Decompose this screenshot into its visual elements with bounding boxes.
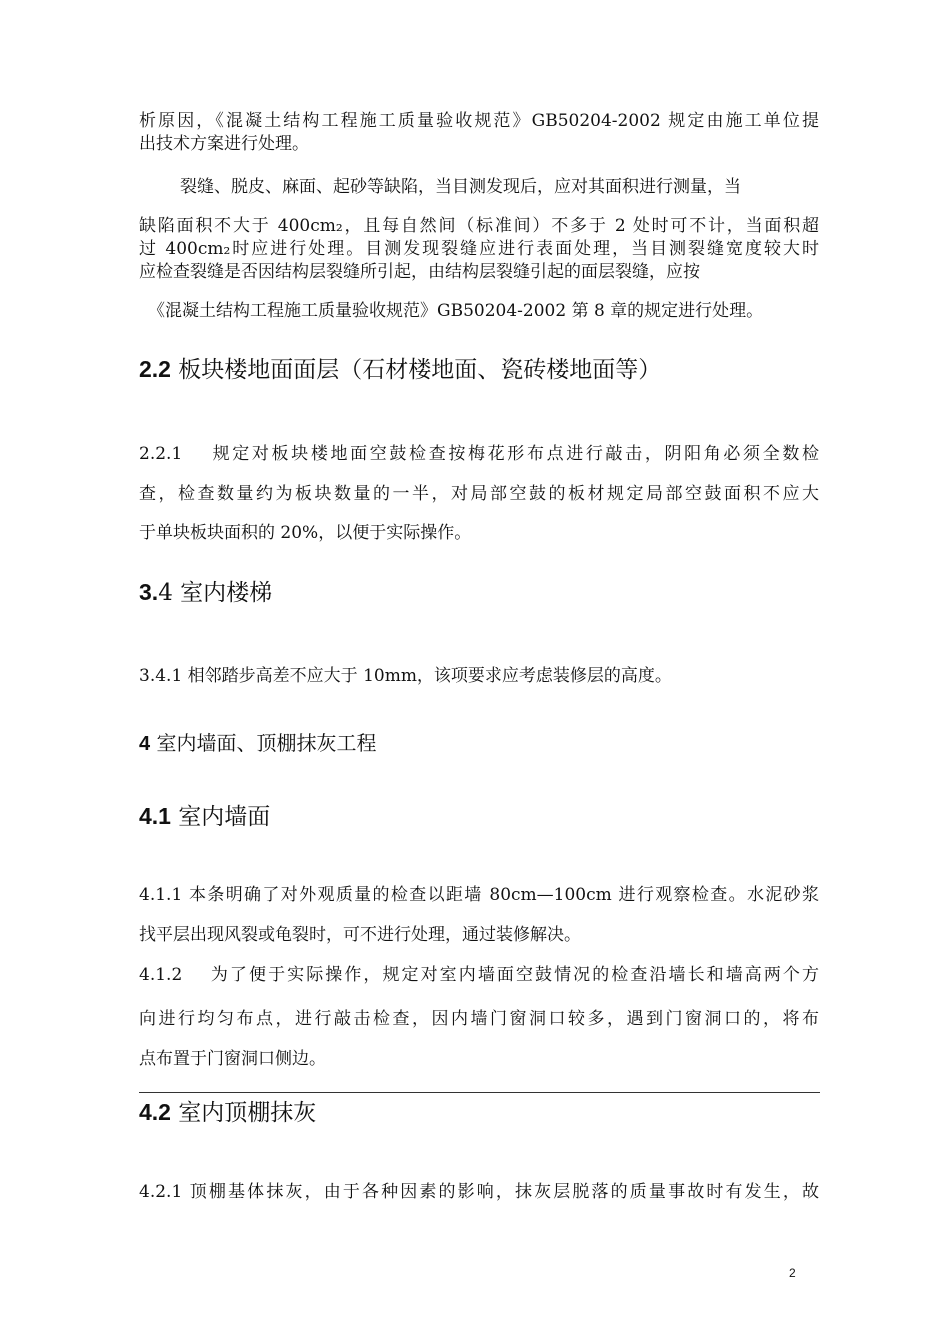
paragraph-line: 缺陷面积不大于 400cm₂，且每自然间（标准间）不多于 2 处时可不计，当面积超 (139, 216, 819, 236)
heading-number: 2.2 (139, 356, 171, 382)
paragraph-line: 4.1.1 本条明确了对外观质量的检查以距墙 80cm—100cm 进行观察检查。水泥砂浆 (139, 885, 819, 905)
heading-number: 4 (139, 733, 151, 755)
section-heading-2-2 (139, 355, 661, 384)
paragraph-line: 查，检查数量约为板块数量的一半，对局部空鼓的板材规定局部空鼓面积不应大 (139, 484, 819, 504)
paragraph-line: 过 400cm₂时应进行处理。目测发现裂缝应进行表面处理，当目测裂缝宽度较大时 (139, 239, 819, 259)
page-number: 2 (789, 1266, 796, 1280)
paragraph-line: 4.1.2 为了便于实际操作，规定对室内墙面空鼓情况的检查沿墙长和墙高两个方 (139, 965, 819, 985)
heading-number: 4.2 (139, 1099, 171, 1125)
paragraph-line: 向进行均匀布点，进行敲击检查，因内墙门窗洞口较多，遇到门窗洞口的，将布 (139, 1009, 819, 1029)
paragraph-line: 《混凝土结构工程施工质量验收规范》GB50204-2002 第 8 章的规定进行处理。 (148, 301, 764, 321)
section-heading-3-4 (139, 578, 272, 607)
heading-text: 板块楼地面面层（石材楼地面、瓷砖楼地面等） (170, 357, 662, 383)
horizontal-rule (139, 1092, 820, 1093)
section-heading-4-2 (139, 1098, 316, 1127)
paragraph-line: 4.2.1 顶棚基体抹灰，由于各种因素的影响，抹灰层脱落的质量事故时有发生，故 (139, 1182, 819, 1202)
heading-text: 4 室内楼梯 (158, 580, 273, 606)
paragraph-line: 裂缝、脱皮、麻面、起砂等缺陷，当目测发现后，应对其面积进行测量，当 (180, 177, 741, 197)
heading-text: 室内顶棚抹灰 (170, 1100, 317, 1126)
paragraph-line: 出技术方案进行处理。 (139, 134, 309, 154)
paragraph-line: 析原因，《混凝土结构工程施工质量验收规范》GB50204-2002 规定由施工单位提 (139, 111, 819, 131)
heading-number: 4.1 (139, 803, 171, 829)
paragraph-line: 点布置于门窗洞口侧边。 (139, 1049, 326, 1069)
heading-text: 室内墙面、顶棚抹灰工程 (150, 731, 377, 755)
section-heading-4-1 (139, 802, 270, 831)
paragraph-line: 找平层出现风裂或龟裂时，可不进行处理，通过装修解决。 (139, 925, 581, 945)
heading-text: 室内墙面 (170, 804, 271, 830)
paragraph-line: 应检查裂缝是否因结构层裂缝所引起，由结构层裂缝引起的面层裂缝，应按 (139, 262, 700, 282)
section-heading-4 (139, 729, 376, 758)
paragraph-line: 2.2.1 规定对板块楼地面空鼓检查按梅花形布点进行敲击，阴阳角必须全数检 (139, 444, 819, 464)
heading-number: 3. (139, 579, 159, 605)
paragraph-line: 3.4.1 相邻踏步高差不应大于 10mm，该项要求应考虑装修层的高度。 (139, 666, 672, 686)
paragraph-line: 于单块板块面积的 20%，以便于实际操作。 (139, 523, 472, 543)
